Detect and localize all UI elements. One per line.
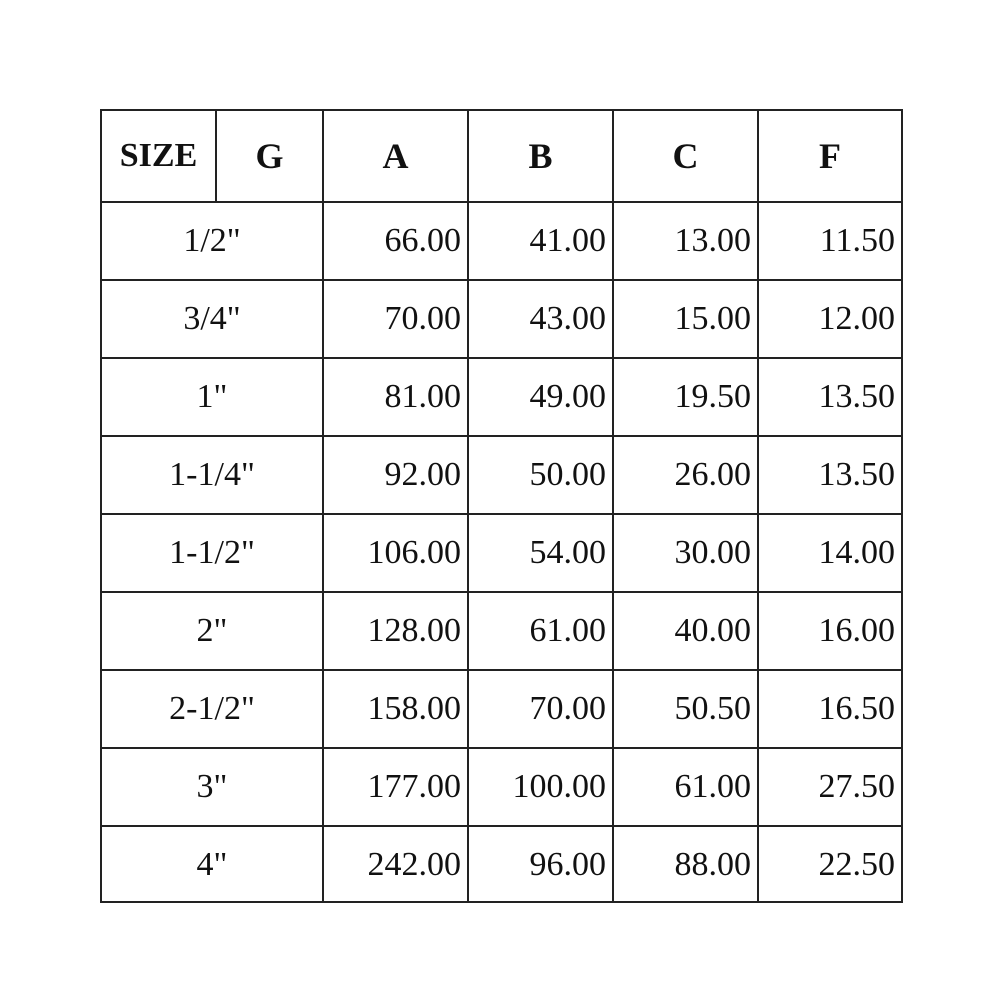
cell-size: 1/2" — [183, 222, 241, 259]
cell-c: 26.00 — [674, 456, 751, 493]
table-row — [102, 515, 901, 591]
cell-a: 81.00 — [384, 378, 461, 415]
header-divider — [215, 111, 217, 201]
cell-c: 50.50 — [674, 690, 751, 727]
cell-f: 12.00 — [818, 300, 895, 337]
cell-a: 177.00 — [367, 768, 461, 805]
cell-a: 92.00 — [384, 456, 461, 493]
table-row — [102, 749, 901, 825]
cell-c: 15.00 — [674, 300, 751, 337]
cell-size: 1-1/2" — [169, 534, 255, 571]
cell-c: 19.50 — [674, 378, 751, 415]
header-f: F — [819, 136, 841, 176]
table-row — [102, 827, 901, 903]
cell-f: 11.50 — [819, 222, 895, 259]
cell-a: 242.00 — [367, 846, 461, 883]
cell-c: 30.00 — [674, 534, 751, 571]
cell-b: 96.00 — [529, 846, 606, 883]
cell-b: 49.00 — [529, 378, 606, 415]
cell-size: 1-1/4" — [169, 456, 255, 493]
cell-b: 54.00 — [529, 534, 606, 571]
table-row — [102, 671, 901, 747]
cell-f: 22.50 — [818, 846, 895, 883]
header-a: A — [382, 136, 409, 176]
cell-size: 2-1/2" — [169, 690, 255, 727]
cell-a: 128.00 — [367, 612, 461, 649]
cell-b: 100.00 — [512, 768, 606, 805]
cell-a: 106.00 — [367, 534, 461, 571]
table-row — [102, 203, 901, 279]
cell-size: 2" — [196, 612, 228, 649]
cell-a: 158.00 — [367, 690, 461, 727]
header-b: B — [528, 136, 553, 176]
cell-a: 70.00 — [384, 300, 461, 337]
header-size: SIZE — [119, 137, 198, 174]
cell-size: 4" — [196, 846, 228, 883]
table-row — [102, 437, 901, 513]
cell-size: 3/4" — [183, 300, 241, 337]
cell-f: 16.50 — [818, 690, 895, 727]
cell-size: 1" — [196, 378, 228, 415]
cell-size: 3" — [196, 768, 228, 805]
table-row — [102, 359, 901, 435]
size-table — [100, 109, 903, 903]
cell-f: 13.50 — [818, 378, 895, 415]
cell-c: 13.00 — [674, 222, 751, 259]
header-c: C — [672, 136, 699, 176]
header-g: G — [255, 136, 284, 176]
cell-b: 41.00 — [529, 222, 606, 259]
cell-f: 14.00 — [818, 534, 895, 571]
cell-c: 88.00 — [674, 846, 751, 883]
cell-b: 50.00 — [529, 456, 606, 493]
table-row — [102, 593, 901, 669]
table-row — [102, 281, 901, 357]
cell-b: 43.00 — [529, 300, 606, 337]
cell-f: 16.00 — [818, 612, 895, 649]
cell-b: 61.00 — [529, 612, 606, 649]
cell-c: 61.00 — [674, 768, 751, 805]
cell-f: 13.50 — [818, 456, 895, 493]
cell-a: 66.00 — [384, 222, 461, 259]
cell-f: 27.50 — [818, 768, 895, 805]
cell-c: 40.00 — [674, 612, 751, 649]
cell-b: 70.00 — [529, 690, 606, 727]
